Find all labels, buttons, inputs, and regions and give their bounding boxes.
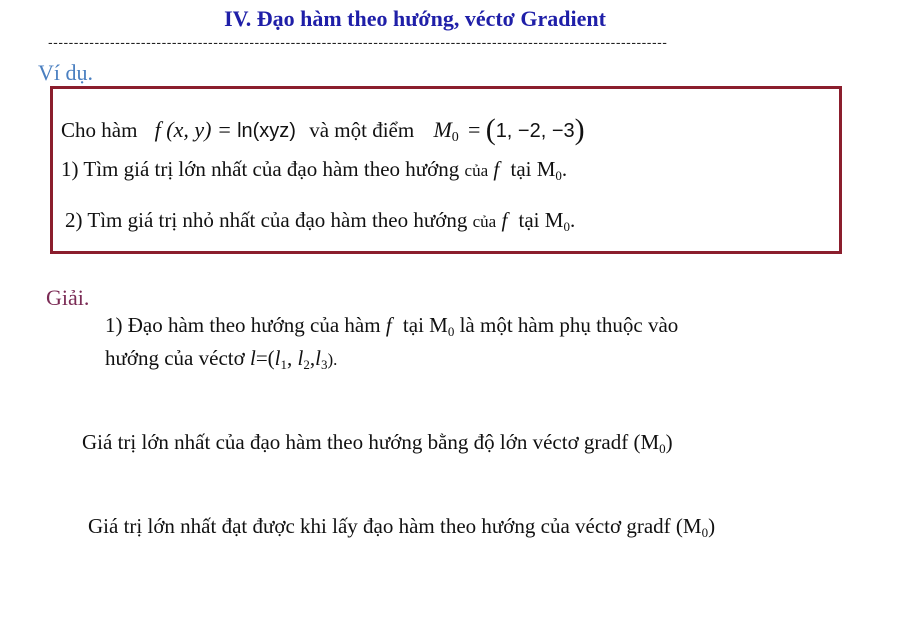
- solution-1-rest: là một hàm phụ thuộc vào: [459, 313, 679, 337]
- vector-end: ).: [327, 350, 338, 369]
- question-2: [65, 208, 575, 233]
- solution-1-sub: 0: [447, 324, 455, 339]
- separator-line: ------------------------------------------------------------------------------------------------------------------------: [48, 34, 668, 50]
- solution-3-end: ): [665, 430, 673, 454]
- solution-4-sub: 0: [701, 525, 709, 540]
- solution-line-1: [105, 313, 678, 338]
- point-equals: =: [468, 117, 481, 142]
- connector-text: và một điểm: [309, 118, 415, 142]
- slide-title: IV. Đạo hàm theo hướng, véctơ Gradient: [224, 6, 606, 31]
- solution-line-4: [88, 514, 715, 539]
- question-2-sub: 0: [563, 219, 570, 234]
- question-2-at: tại M: [518, 208, 564, 232]
- question-1-at: tại M: [510, 157, 556, 181]
- problem-statement: [61, 111, 585, 145]
- solution-4-text: Giá trị lớn nhất đạt được khi lấy đạo hàm theo hướng của véctơ gradf (M: [88, 514, 702, 538]
- question-2-cua: của: [472, 212, 497, 231]
- vector-l: l: [249, 346, 256, 370]
- point-subscript: 0: [451, 130, 459, 145]
- question-2-f: f: [501, 208, 508, 232]
- question-1-f: f: [493, 157, 500, 181]
- vector-comma-1: ,: [287, 346, 298, 370]
- vector-eq: =(: [255, 346, 275, 370]
- vector-l1: l: [274, 346, 281, 370]
- solution-3-text: Giá trị lớn nhất của đạo hàm theo hướng bằng độ lớn véctơ gradf (M: [82, 430, 660, 454]
- solution-label: Giải.: [46, 285, 90, 310]
- right-paren: ): [574, 113, 585, 146]
- example-label: Ví dụ.: [38, 60, 93, 85]
- solution-line-2: [105, 346, 337, 371]
- question-1-sub: 0: [555, 168, 562, 183]
- solution-1-text: 1) Đạo hàm theo hướng của hàm: [105, 313, 381, 337]
- question-2-text: 2) Tìm giá trị nhỏ nhất của đạo hàm theo hướng: [65, 208, 468, 232]
- vector-l2: l: [297, 346, 304, 370]
- solution-line-3: [82, 430, 673, 455]
- solution-1-at: tại M: [402, 313, 448, 337]
- vector-comma-2: ,: [309, 346, 316, 370]
- solution-1-f: f: [385, 313, 392, 337]
- vector-l3-sub: 3: [320, 357, 328, 372]
- point-name: M: [433, 117, 452, 142]
- vector-l3: l: [315, 346, 321, 370]
- point-value: 1, −2, −3: [495, 120, 575, 142]
- left-paren: (: [485, 113, 496, 146]
- intro-text: Cho hàm: [61, 118, 138, 142]
- question-1-text: 1) Tìm giá trị lớn nhất của đạo hàm theo hướng: [61, 157, 460, 181]
- question-1: [61, 157, 567, 182]
- question-2-end: .: [569, 208, 576, 232]
- question-1-cua: của: [464, 161, 489, 180]
- question-1-end: .: [561, 157, 568, 181]
- solution-3-sub: 0: [659, 441, 666, 456]
- function-lhs: f (x, y) =: [154, 117, 232, 142]
- solution-4-end: ): [708, 514, 716, 538]
- vector-l2-sub: 2: [303, 357, 310, 372]
- solution-2-text: hướng của véctơ: [105, 346, 245, 370]
- vector-l1-sub: 1: [280, 357, 287, 372]
- function-rhs: ln(xyz): [237, 120, 296, 142]
